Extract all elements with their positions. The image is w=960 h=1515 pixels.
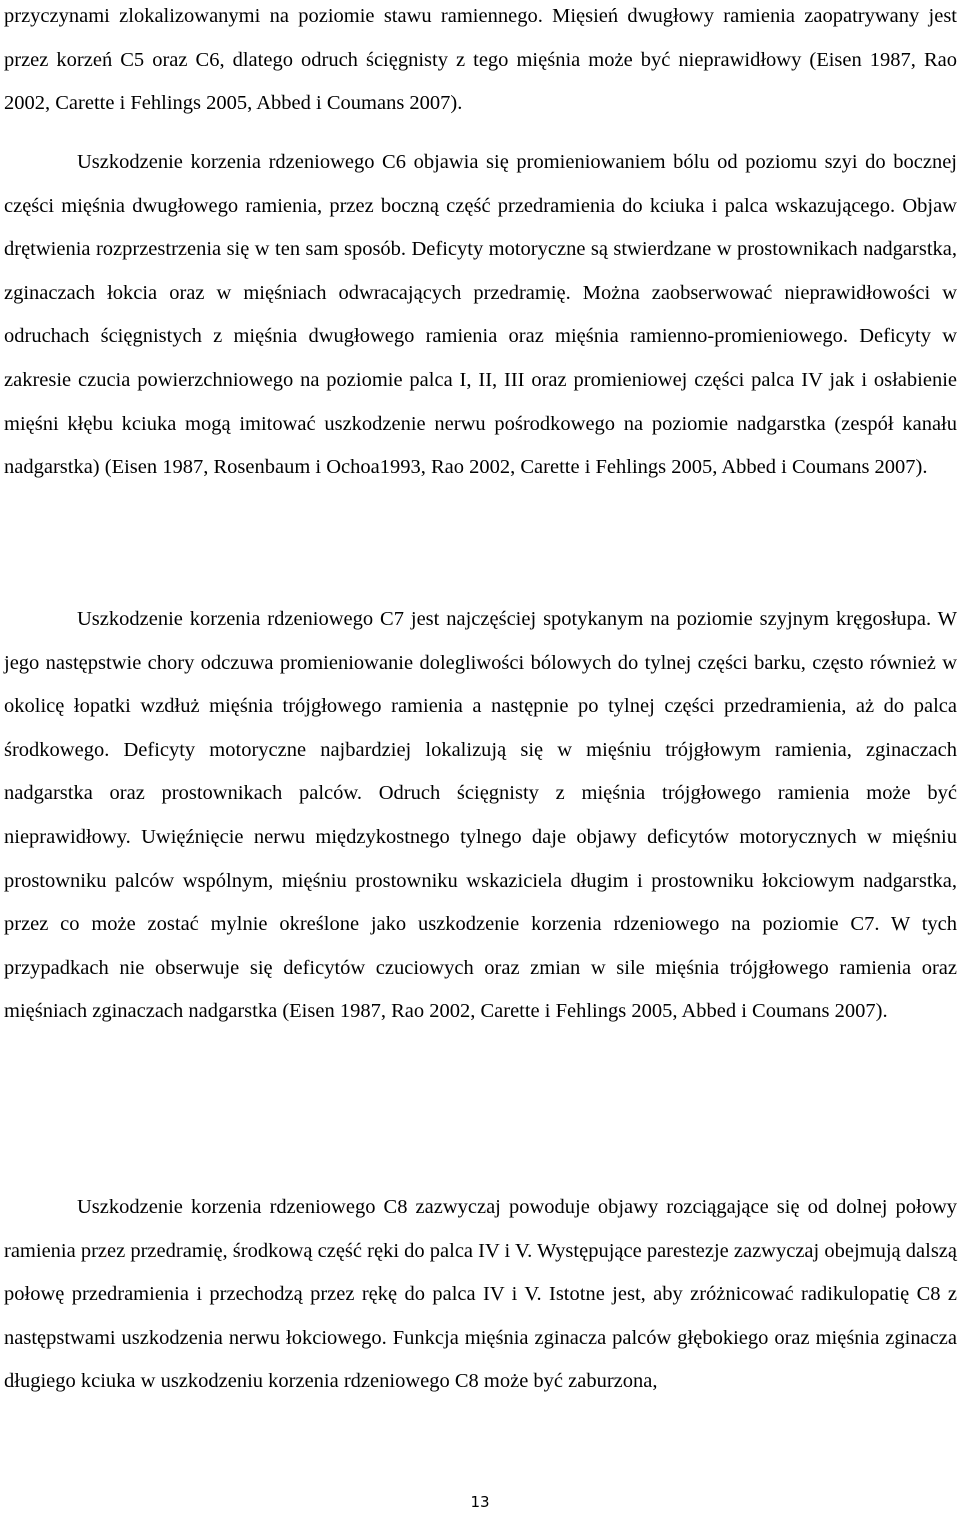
paragraph-c6-root-injury: Uszkodzenie korzenia rdzeniowego C6 objawia się promieniowaniem bólu od poziomu szyi do bocznej części mięśnia dwugłowego ramienia, przez boczną część przedramienia do kciuka i palca wskazującego. Objaw drętwienia rozprzestrzenia się w ten sam sposób. Deficyty motoryczne są stwierdzane w prostownikach nadgarstka, zginaczach łokcia oraz w mięśniach odwracających przedramię. Można zaobserwować nieprawidłowości w odruchach ścięgnistych z mięśnia dwugłowego ramienia oraz mięśnia ramienno-promieniowego. Deficyty w zakresie czucia powierzchniowego na poziomie palca I, II, III oraz promieniowej części palca IV jak i osłabienie mięśni kłębu kciuka mogą imitować uszkodzenie nerwu pośrodkowego na poziomie nadgarstka (zespół kanału nadgarstka) (Eisen 1987, Rosenbaum i Ochoa1993, Rao 2002, Carette i Fehlings 2005, Abbed i Coumans 2007).	[4, 151, 957, 479]
paragraph-c7-root-injury: Uszkodzenie korzenia rdzeniowego C7 jest najczęściej spotykanym na poziomie szyjnym kręgosłupa. W jego następstwie chory odczuwa promieniowanie dolegliwości bólowych do tylnej części barku, często również w okolicę łopatki wzdłuż mięśnia trójgłowego ramienia a następnie po tylnej części przedramienia, aż do palca środkowego. Deficyty motoryczne najbardziej lokalizują się w mięśniu trójgłowym ramienia, zginaczach nadgarstka oraz prostownikach palców. Odruch ścięgnisty z mięśnia trójgłowego ramienia może być nieprawidłowy. Uwięźnięcie nerwu międzykostnego tylnego daje objawy deficytów motorycznych w mięśniu prostowniku palców wspólnym, mięśniu prostowniku wskaziciela długim i prostowniku łokciowym nadgarstka, przez co może zostać mylnie określone jako uszkodzenie korzenia rdzeniowego na poziomie C7. W tych przypadkach nie obserwuje się deficytów czuciowych oraz zmian w sile mięśnia trójgłowego ramienia oraz mięśniach zginaczach nadgarstka (Eisen 1987, Rao 2002, Carette i Fehlings 2005, Abbed i Coumans 2007).	[4, 608, 957, 1023]
page-number: 13	[470, 1493, 490, 1511]
paragraph-c8-root-injury: Uszkodzenie korzenia rdzeniowego C8 zazwyczaj powoduje objawy rozciągające się od dolnej połowy ramienia przez przedramię, środkową część ręki do palca IV i V. Występujące parestezje zazwyczaj obejmują dalszą połowę przedramienia i przechodzą przez rękę do palca IV i V. Istotne jest, aby zróżnicować radikulopatię C8 z następstwami uszkodzenia nerwu łokciowego. Funkcja mięśnia zginacza palców głębokiego oraz mięśnia zginacza długiego kciuka w uszkodzeniu korzenia rdzeniowego C8 może być zaburzona,	[4, 1196, 957, 1393]
paragraph-continuation: przyczynami zlokalizowanymi na poziomie stawu ramiennego. Mięsień dwugłowy ramienia zaopatrywany jest przez korzeń C5 oraz C6, dlatego odruch ścięgnisty z tego mięśnia może być nieprawidłowy (Eisen 1987, Rao 2002, Carette i Fehlings 2005, Abbed i Coumans 2007).	[4, 5, 957, 115]
